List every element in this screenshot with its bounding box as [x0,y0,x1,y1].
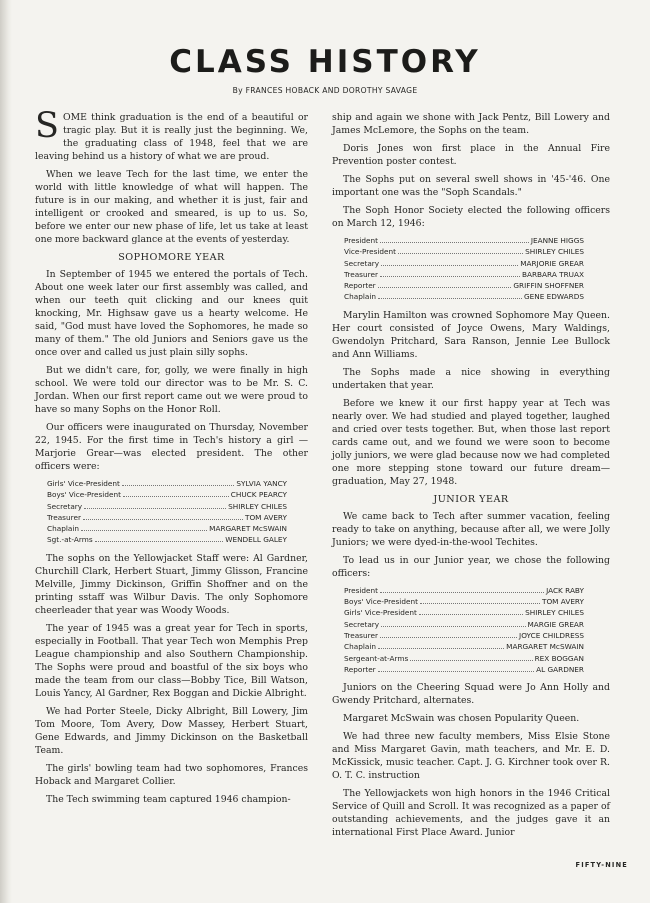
left-column [35,106,308,811]
officer-row [344,596,584,607]
officer-title: Treasurer [344,630,378,640]
right-column [332,111,610,844]
officer-name: MARJORIE GREAR [520,258,584,268]
officer-name: REX BOGGAN [534,653,584,663]
officer-title: Boys' Vice-President [47,490,121,500]
officer-name: TOM AVERY [541,597,584,607]
leader-dots [380,637,517,638]
leader-dots [410,660,532,661]
binding-gutter [0,0,12,903]
officer-name: GRIFFIN SHOFFNER [513,281,584,291]
byline: By FRANCES HOBACK AND DOROTHY SAVAGE [232,86,418,95]
officer-row [344,235,584,246]
officer-title: Treasurer [344,269,378,279]
officer-name: SHIRLEY CHILES [525,247,584,257]
paragraph: The sophs on the Yellowjacket Staff were: Al Gardner, Churchill Clark, Herbert Stuart, Jimmy Glisson, Francine Melville, Jimmy Dickinson, Griffin Shoffner and on the printing sstaff was Wilbur Davis. The only Sophomore cheerleader that year was Woody Woods. [35,552,308,616]
officer-name: GENE EDWARDS [523,292,584,302]
paragraph: But we didn't care, for, golly, we were finally in high school. We were told our director was to be Mr. S. C. Jordan. When our first report came out we were proud to have so many Sophs on the Honor Roll. [35,365,308,415]
paragraph: Before we knew it our first happy year at Tech was nearly over. We had studied and played together, laughed and cried over tests together. But, when those last report cards came out, and we found we were soon to become jolly juniors, we were glad because now we had completed one more stepping stone toward our future dream—graduation, May 27, 1948. [332,397,610,487]
leader-dots [419,614,523,615]
page-title: CLASS HISTORY [169,44,481,80]
officer-name: TOM AVERY [244,512,287,522]
officer-row [344,619,584,630]
paragraph: Juniors on the Cheering Squad were Jo Ann Holly and Gwendy Pritchard, alternates. [332,682,610,707]
drop-cap: S [35,106,59,146]
officer-title: Secretary [47,501,83,511]
officer-title: Sgt.-at-Arms [47,535,93,545]
officer-row [47,512,287,523]
leader-dots [381,626,525,627]
officer-name: CHUCK PEARCY [230,490,287,500]
officer-title: Treasurer [47,512,81,522]
leader-dots [380,276,520,277]
officer-row [344,641,584,652]
leader-dots [378,671,534,672]
officer-row [344,291,584,302]
leader-dots [380,242,529,243]
officer-name: MARGARET McSWAIN [209,524,287,534]
officer-list [344,585,584,675]
leader-dots [378,648,504,649]
officer-name: AL GARDNER [536,664,584,674]
officer-name: JOYCE CHILDRESS [519,630,584,640]
officer-row [344,607,584,618]
officer-name: WENDELL GALEY [225,535,287,545]
paragraph: We came back to Tech after summer vacation, feeling ready to take on anything, because after all, we were Jolly Juniors; we were dyed-in-the-wool Techites. [332,510,610,548]
officer-name: JEANNE HIGGS [530,236,584,245]
paragraph: We had three new faculty members, Miss Elsie Stone and Miss Margaret Gavin, math teachers, and Mr. E. D. McKissick, music teacher. Capt. J. G. Kirchner took over R. O. T. C. instruction [332,731,610,782]
officer-title: President [344,585,379,595]
officer-row [344,269,584,280]
paragraph: Margaret McSwain was chosen Popularity Queen. [343,713,580,725]
leader-dots [378,287,512,288]
leader-dots [123,496,229,497]
paragraph: The Yellowjackets won high honors in the 1946 Critical Service of Quill and Scroll. It was recognized as a paper of outstanding achievements, and the judges gave it an international First Place Award. Junior [332,788,610,839]
officer-title: Chaplain [344,642,376,652]
officer-name: SHIRLEY CHILES [228,501,287,511]
officer-title: Girls' Vice-President [344,608,417,618]
officer-list [344,235,584,303]
officer-title: Secretary [344,258,380,268]
officer-row [344,664,584,675]
officer-title: President [344,236,379,245]
officer-row [47,534,287,545]
officer-row [47,478,287,489]
officer-title: Chaplain [344,292,376,302]
officer-row [47,523,287,534]
officer-title: Chaplain [47,524,79,534]
officer-row [344,246,584,257]
paragraph: Our officers were inaugurated on Thursday, November 22, 1945. For the first time in Tech's history a girl —Marjorie Grear—was elected president. The other officers were: [35,422,308,472]
leader-dots [380,592,544,593]
officer-name: SHIRLEY CHILES [525,608,584,618]
officer-title: Reporter [344,281,376,291]
officer-name: JACK RABY [546,585,584,595]
officer-title: Girls' Vice-President [47,479,120,488]
officer-list [47,478,287,546]
leader-dots [398,253,523,254]
officer-row [344,653,584,664]
paragraph: The year of 1945 was a great year for Tech in sports, especially in Football. That year Tech won Memphis Prep League championship and also Southern Championship. The Sophs were proud and boastful of the six boys who made the team from our class—Bobby Tice, Bill Watson, Louis Yancy, Al Gardner, Rex Boggan and Dickie Albright. [35,622,308,699]
paragraph: When we leave Tech for the last time, we enter the world with little knowledge of what will happen. The future is in our making, and whether it is just, fair and intelligent or crooked and smeared, is up to us. So, before we enter our new phase of life, let us take at least one more backward glance at the events of yesterday. [35,169,308,245]
paragraph: Marylin Hamilton was crowned Sophomore May Queen. Her court consisted of Joyce Owens, Mary Waldings, Gwendolyn Pritchard, Sara Ranson, Jennie Lee Bullock and Ann Williams. [332,309,610,360]
leader-dots [122,485,235,486]
officer-row [344,630,584,641]
leader-dots [83,519,243,520]
paragraph: To lead us in our Junior year, we chose the following officers: [332,554,610,579]
paragraph: The Soph Honor Society elected the following officers on March 12, 1946: [332,205,610,229]
leader-dots [84,508,226,509]
leader-dots [381,265,518,266]
paragraph: We had Porter Steele, Dicky Albright, Bill Lowery, Jim Tom Moore, Tom Avery, Dow Massey, Herbert Stuart, Gene Edwards, and Jimmy Dickinson on the Basketball Team. [35,705,308,756]
leader-dots [378,298,522,299]
leader-dots [81,530,207,531]
officer-name: SYLVIA YANCY [236,479,287,488]
paragraph: The Sophs put on several swell shows in '45-'46. One important one was the "Soph Scandals." [332,174,610,198]
officer-title: Boys' Vice-President [344,597,418,607]
officer-title: Sergeant-at-Arms [344,653,409,663]
officer-row [47,501,287,512]
leader-dots [420,603,540,604]
section-heading-sophomore: SOPHOMORE YEAR [118,252,225,263]
paragraph: ship and again we shone with Jack Pentz, Bill Lowery and James McLemore, the Sophs on the team. [332,112,610,136]
officer-row [344,258,584,269]
paragraph: SOME think graduation is the end of a beautiful or tragic play. But it is really just the beginning. We, the graduating class of 1948, feel that we are leaving behind us a history of what we are proud. [35,106,308,162]
officer-row [47,489,287,500]
officer-title: Vice-President [344,247,397,257]
officer-title: Reporter [344,664,376,674]
officer-name: BARBARA TRUAX [521,269,584,279]
paragraph: The girls' bowling team had two sophomores, Frances Hoback and Margaret Collier. [35,762,308,787]
page-number: FIFTY-NINE [575,861,628,869]
paragraph: The Tech swimming team captured 1946 champion- [46,793,291,805]
officer-row [344,280,584,291]
officer-name: MARGIE GREAR [527,619,584,629]
section-heading-junior: JUNIOR YEAR [433,493,509,505]
paragraph: Doris Jones won first place in the Annual Fire Prevention poster contest. [332,143,610,167]
paragraph: The Sophs made a nice showing in everything undertaken that year. [332,366,610,391]
officer-row [344,585,584,596]
leader-dots [95,541,224,542]
paragraph: In September of 1945 we entered the portals of Tech. About one week later our first assembly was called, and when our teeth quit clicking and our knees quit knocking, Mr. Highsaw gave us a hearty welcome. He said, "God must have loved the Sophomores, he made so many of them." The old Juniors and Seniors gave us the once over and called us just plain silly sophs. [35,269,308,358]
officer-name: MARGARET McSWAIN [506,642,584,652]
officer-title: Secretary [344,619,380,629]
